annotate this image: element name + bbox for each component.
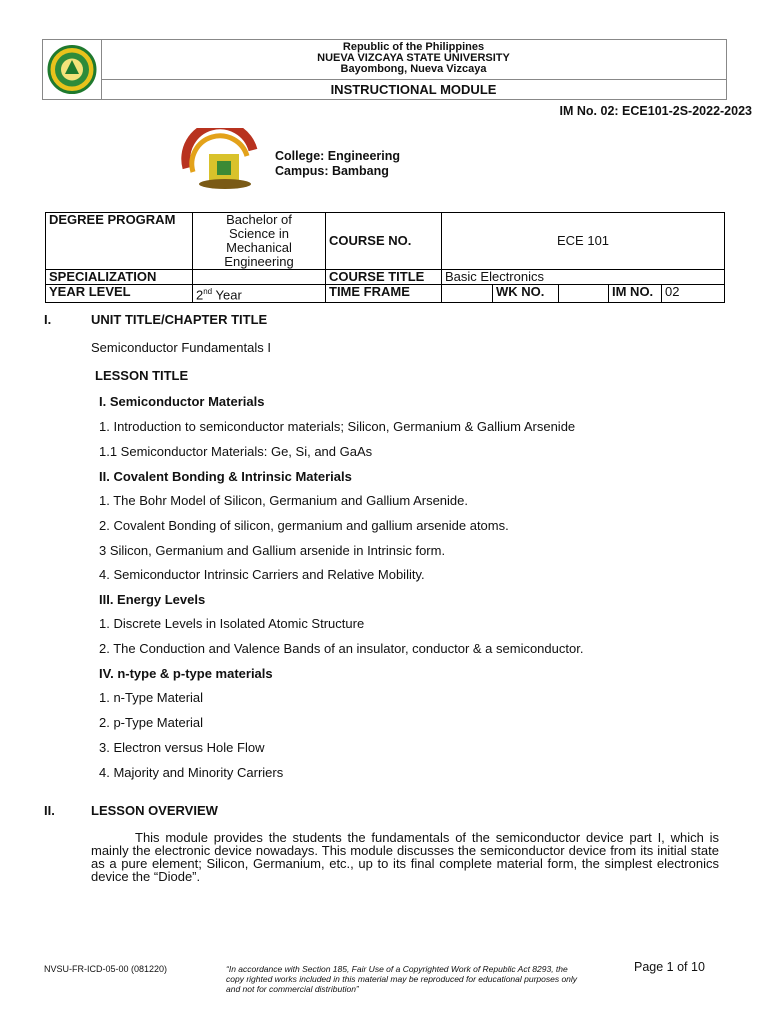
year-level-sup: nd (203, 287, 213, 296)
lesson-overview-paragraph: This module provides the students the fundamentals of the semiconductor device part I, which is mainly the electronic device nowadays. This module discusses the semiconductor device from its initial state as a pure element; Silicon, Germanium, etc., up to its final complete material form, the simplest electronics device the “Diode”. (91, 830, 719, 884)
course-title-value: Basic Electronics (442, 270, 725, 285)
college-info (275, 149, 400, 179)
lesson-item: II. Covalent Bonding & Intrinsic Materials (99, 469, 352, 484)
course-no-label: COURSE NO. (326, 213, 442, 270)
table-row (46, 285, 725, 303)
university-location: Bayombong, Nueva Vizcaya (340, 63, 487, 75)
course-no-value: ECE 101 (442, 213, 725, 270)
lesson-item: 3. Electron versus Hole Flow (99, 740, 265, 755)
specialization-value (193, 270, 326, 285)
lesson-item: 1. The Bohr Model of Silicon, Germanium and Gallium Arsenide. (99, 493, 468, 508)
year-level-label: YEAR LEVEL (46, 285, 193, 303)
copyright-note: “In accordance with Section 185, Fair Use of a Copyrighted Work of Republic Act 8293, the copy righted works included in this material may be reproduced for educational purposes only and not for commercial distribution” (226, 964, 578, 994)
degree-program-label: DEGREE PROGRAM (46, 213, 193, 270)
time-frame-label: TIME FRAME (326, 285, 442, 303)
section-2-title: LESSON OVERVIEW (91, 803, 218, 818)
university-seal-icon (43, 40, 101, 99)
lesson-item: III. Energy Levels (99, 592, 206, 607)
page-number: Page 1 of 10 (634, 960, 705, 974)
lesson-item: 1. Discrete Levels in Isolated Atomic Structure (99, 616, 365, 631)
wk-no-label: WK NO. (493, 285, 559, 303)
lesson-title-heading: LESSON TITLE (95, 368, 189, 383)
im-no-label: IM NO. (609, 285, 662, 303)
wk-no-value (559, 285, 609, 303)
campus-line: Campus: Bambang (275, 164, 389, 178)
course-title-label: COURSE TITLE (326, 270, 442, 285)
section-1-title: UNIT TITLE/CHAPTER TITLE (91, 312, 268, 327)
unit-title: Semiconductor Fundamentals I (91, 340, 271, 355)
course-info-table (45, 212, 725, 303)
lesson-item: 1. Introduction to semiconductor materials; Silicon, Germanium & Gallium Arsenide (99, 419, 576, 434)
year-level-num: 2 (196, 287, 204, 303)
lesson-item: 3 Silicon, Germanium and Gallium arsenide in Intrinsic form. (99, 543, 446, 558)
section-1-numeral: I. (44, 312, 52, 327)
lesson-item: 2. The Conduction and Valence Bands of an insulator, conductor & a semiconductor. (99, 641, 584, 656)
im-number: IM No. 02: ECE101-2S-2022-2023 (559, 104, 752, 118)
university-name: NUEVA VIZCAYA STATE UNIVERSITY (317, 52, 510, 64)
lesson-item: 4. Semiconductor Intrinsic Carriers and Relative Mobility. (99, 567, 425, 582)
lesson-item: IV. n-type & p-type materials (99, 666, 273, 681)
lesson-item: 2. Covalent Bonding of silicon, germanium and gallium arsenide atoms. (99, 518, 509, 533)
lesson-item: 1. n-Type Material (99, 690, 204, 705)
year-level-value (193, 285, 326, 303)
year-level-word: Year (212, 287, 242, 303)
lesson-item: 2. p-Type Material (99, 715, 204, 730)
university-seal-cell (43, 40, 102, 99)
module-title: INSTRUCTIONAL MODULE (330, 82, 497, 97)
module-title-row (101, 80, 726, 99)
table-row (46, 270, 725, 285)
republic-line: Republic of the Philippines (342, 41, 485, 53)
form-code: NVSU-FR-ICD-05-00 (081220) (44, 964, 168, 974)
time-frame-value (442, 285, 493, 303)
specialization-label: SPECIALIZATION (46, 270, 193, 285)
degree-program-value: Bachelor of Science in Mechanical Engineering (193, 213, 326, 270)
header-box (42, 39, 727, 100)
im-no-value: 02 (662, 285, 725, 303)
college-logo-icon (181, 128, 263, 190)
section-2-numeral: II. (44, 803, 55, 818)
table-row (46, 213, 725, 270)
college-line: College: Engineering (275, 149, 401, 163)
lesson-item: 4. Majority and Minority Carriers (99, 765, 284, 780)
header-title-row (101, 40, 726, 80)
lesson-item: I. Semiconductor Materials (99, 394, 265, 409)
lesson-item: 1.1 Semiconductor Materials: Ge, Si, and GaAs (99, 444, 373, 459)
